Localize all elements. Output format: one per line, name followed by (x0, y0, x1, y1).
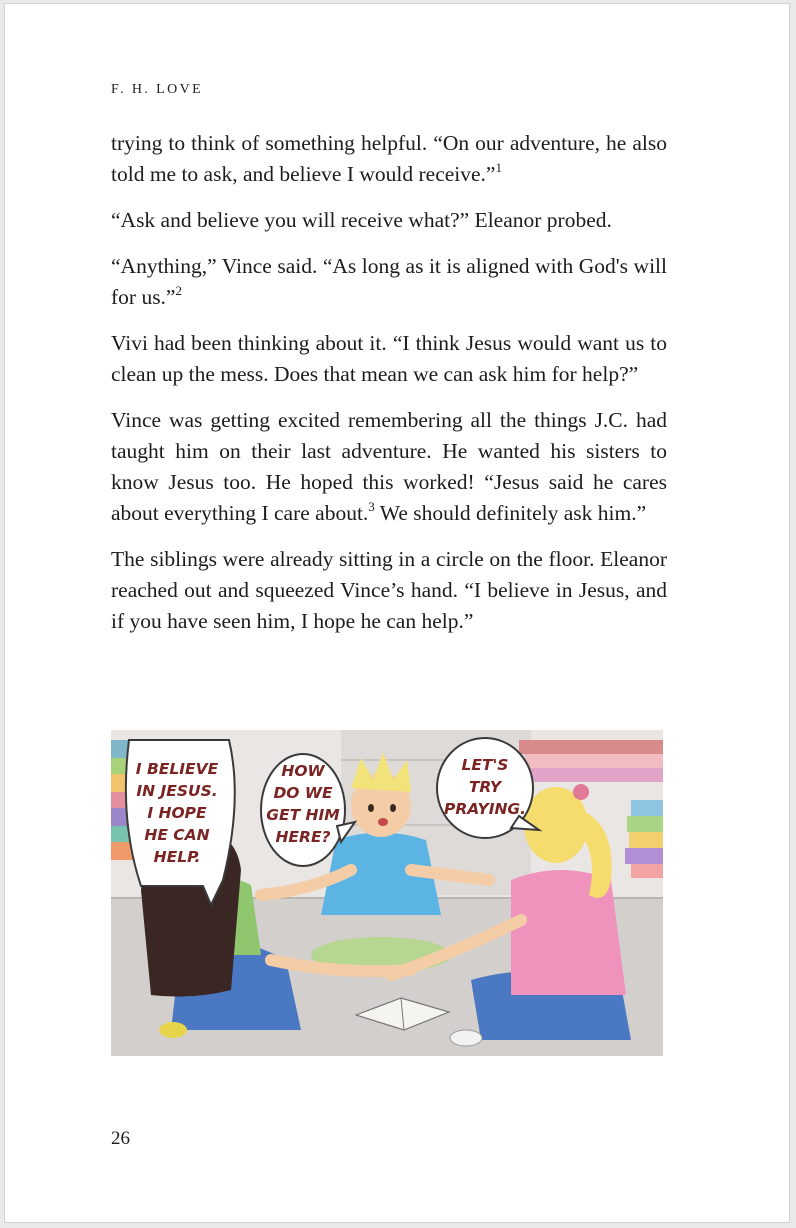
paragraph-text: trying to think of something helpful. “On our adventure, he also told me to ask, and believe I would receive.” (111, 131, 667, 186)
footnote-ref-3[interactable]: 3 (368, 499, 375, 514)
bubble-left-line-3: I HOPE (147, 804, 207, 822)
speech-bubble-left (126, 740, 235, 905)
running-head-author: F. H. LOVE (111, 82, 204, 97)
bubble-middle-line-4: HERE? (275, 828, 331, 846)
paragraph-text: “Ask and believe you will receive what?” Eleanor probed. (111, 208, 612, 232)
bubble-left-line-4: HE CAN (144, 826, 210, 844)
page-number: 26 (111, 1128, 130, 1149)
paragraph-text: Vivi had been thinking about it. “I think Jesus would want us to clean up the mess. Does that mean we can ask him for help?” (111, 331, 667, 386)
bubble-middle-line-3: GET HIM (266, 806, 340, 824)
bubble-middle-line-2: DO WE (273, 784, 333, 802)
bubble-middle-line-1: HOW (281, 762, 325, 780)
bubble-left-line-5: HELP. (153, 848, 201, 866)
paragraph-1 (111, 128, 667, 190)
paragraph-2 (111, 205, 667, 236)
comic-illustration (111, 730, 663, 1056)
illustration-svg (111, 730, 663, 1056)
bubble-left-line-2: IN JESUS. (136, 782, 218, 800)
paragraph-6 (111, 544, 667, 637)
bubble-right-line-3: PRAYING. (443, 800, 527, 818)
bubble-right-line-2: TRY (468, 778, 502, 796)
paragraph-text: “Anything,” Vince said. “As long as it is aligned with God's will for us.” (111, 254, 667, 309)
body-text (111, 128, 667, 652)
bubble-left-line-1: I BELIEVE (135, 760, 219, 778)
paragraph-5 (111, 405, 667, 529)
footnote-ref-1[interactable]: 1 (495, 160, 502, 175)
paragraph-4 (111, 328, 667, 390)
paragraph-3 (111, 251, 667, 313)
paragraph-text: We should definitely ask him.” (374, 501, 647, 525)
book-page (4, 3, 790, 1223)
paragraph-text: Vince was getting excited remembering all the things J.C. had taught him on their last adventure. He wanted his sisters to know Jesus too. He hoped this worked! “Jesus said he cares about everything I care about. (111, 408, 667, 525)
paragraph-text: The siblings were already sitting in a circle on the floor. Eleanor reached out and squeezed Vince’s hand. “I believe in Jesus, and if you have seen him, I hope he can help.” (111, 547, 667, 633)
bubble-right-line-1: LET'S (461, 756, 509, 774)
footnote-ref-2[interactable]: 2 (175, 283, 182, 298)
